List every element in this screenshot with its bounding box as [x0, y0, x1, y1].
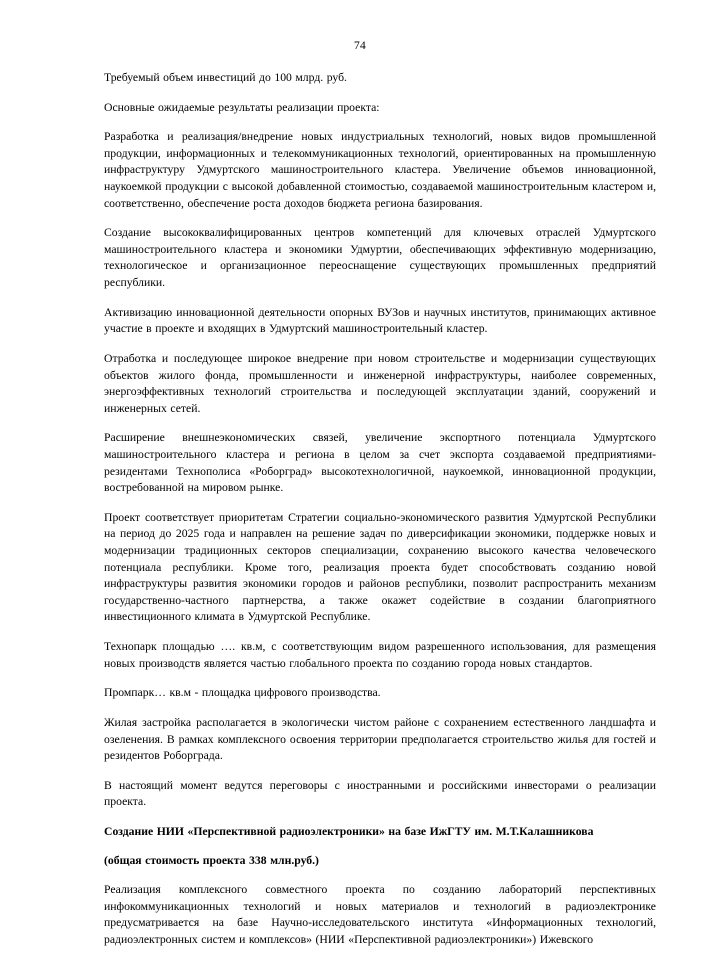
paragraph-p10: Промпарк… кв.м - площадка цифрового производства.	[104, 686, 381, 700]
paragraph-p8: Проект соответствует приоритетам Стратегии социально-экономического развития Удмуртской Республики на период до 2025 года и направлен на решение задач по диверсификации экономики, поддержке новых и модернизации традиционных секторов специализации, сохранению высокого качества человеческого потенциала республики. Кроме того, реализация проекта будет способствовать созданию новой инфраструктуры развития экономики городов и районов республики, позволит распространить механизм государственно-частного партнерства, а также окажет содействие в создании благоприятного инвестиционного климата в Удмуртской Республике.	[104, 510, 656, 624]
paragraph-p12: В настоящий момент ведутся переговоры с иностранными и российскими инвесторами о реализации проекта.	[104, 778, 656, 809]
paragraph-p4: Создание высококвалифицированных центров компетенций для ключевых отраслей Удмуртского машиностроительного кластера и экономики Удмуртии, обеспечивающих эффективную модернизацию, технологическое и организационное переоснащение существующих промышленных предприятий республики.	[104, 226, 656, 290]
paragraph-p5: Активизацию инновационной деятельности опорных ВУЗов и научных институтов, принимающих активное участие в проекте и входящих в Удмуртский машиностроительный кластер.	[104, 305, 656, 336]
paragraph-p2: Основные ожидаемые результаты реализации проекта:	[104, 100, 380, 114]
paragraph-p11: Жилая застройка располагается в экологически чистом районе с сохранением естественного ландшафта и озеленения. В рамках комплексного освоения территории предполагается строительство жилья для гостей и резидентов Роборграда.	[104, 715, 656, 763]
document-body	[104, 70, 656, 949]
paragraph-p3: Разработка и реализация/внедрение новых индустриальных технологий, новых видов промышленной продукции, информационных и телекоммуникационных технологий, ориентированных на промышленную инфраструктуру Удмуртского машиностроительного кластера. Увеличение объемов инновационной, наукоемкой продукции с высокой добавленной стоимостью, создаваемой машиностроительным кластером и, соответственно, обеспечение роста доходов бюджета региона базирования.	[104, 130, 656, 210]
paragraph-p7: Расширение внешнеэкономических связей, увеличение экспортного потенциала Удмуртского машиностроительного кластера и региона в целом за счет экспорта создаваемой предприятиями-резидентами Технополиса «Роборград» высокотехнологичной, наукоемкой, инновационной продукции, востребованной на мировом рынке.	[104, 431, 656, 495]
paragraph-p9: Технопарк площадью …. кв.м, с соответствующим видом разрешенного использования, для размещения новых производств является частью глобального проекта по созданию города новых стандартов.	[104, 640, 656, 670]
paragraph-p15: Реализация комплексного совместного проекта по созданию лабораторий перспективных инфокоммуникационных технологий и новых материалов и технологий в радиоэлектронике предусматривается на базе Научно-исследовательского института «Информационных технологий, радиоэлектронных систем и комплексов» (НИИ «Перспективной радиоэлектроники») Ижевского	[104, 883, 656, 946]
section-heading-line-1: Создание НИИ «Перспективной радиоэлектроники» на базе ИжГТУ им. М.Т.Калашникова	[104, 824, 594, 838]
section-heading-line-2: (общая стоимость проекта 338 млн.руб.)	[104, 853, 319, 867]
page-number: 74	[354, 40, 366, 52]
paragraph-p6: Отработка и последующее широкое внедрение при новом строительстве и модернизации существующих объектов жилого фонда, промышленности и инженерной инфраструктуры, наиболее современных, энергоэффективных технологий строительства и последующей эксплуатации зданий, сооружений и инженерных сетей.	[104, 351, 656, 415]
paragraph-p1: Требуемый объем инвестиций до 100 млрд. руб.	[104, 71, 347, 84]
